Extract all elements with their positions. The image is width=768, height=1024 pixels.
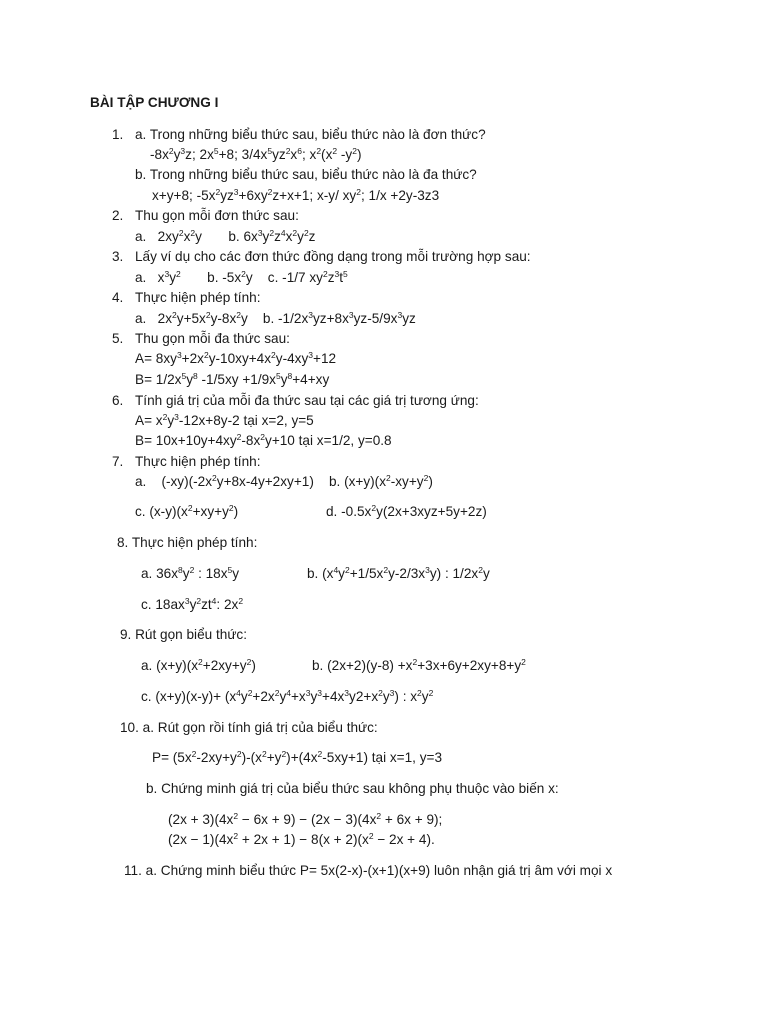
exercise-line: x+y+8; $-5x^2yz^3+6xy^2z+x+1$; x-y/ $xy^2$; 1/x +2y-3z3 (152, 187, 440, 203)
exercise-line: $B= 10x+10y+4xy^2-8x^2y+10$ tại x=1/2, y=0.8 (135, 432, 392, 448)
exercise-line: Thực hiện phép tính: (135, 454, 261, 469)
exercise-line: 9. Rút gọn biểu thức: (120, 627, 247, 642)
exercise-line: 8. Thực hiện phép tính: (117, 535, 258, 550)
exercise-line: $(2x - 1)(4x^2 + 2x + 1) - 8(x + 2)(x^2 - 2x + 4)$. (168, 831, 435, 847)
item-number-3: 3. (112, 249, 124, 264)
exercise-line: a. $2xy^2x^2y$ b. $6x^3y^2z^4x^2y^2z$ (135, 228, 316, 244)
item-number-4: 4. (112, 290, 124, 305)
item-number-2: 2. (112, 208, 124, 223)
exercise-line: a. $(-xy)(-2x^2y+8x-4y+2xy+1)$ b. $(x+y)(x^2-xy+y^2)$ (135, 473, 433, 489)
exercise-line: 10. a. Rút gọn rồi tính giá trị của biểu thức: (120, 720, 378, 735)
exercise-line: a. Trong những biểu thức sau, biểu thức nào là đơn thức? (135, 127, 486, 142)
exercise-line: $-8x^2y^3z$; $2x^5+8$; $3/4x^5yz^2x^6$; $x^2(x^2$ $-y^2$) (150, 146, 362, 162)
item-number-5: 5. (112, 331, 124, 346)
exercise-line: $(2x + 3)(4x^2 - 6x + 9) - (2x - 3)(4x^2 + 6x + 9)$; (168, 811, 443, 827)
exercise-line: Thu gọn mỗi đa thức sau: (135, 331, 290, 346)
exercise-line: b. Chứng minh giá trị của biểu thức sau không phụ thuộc vào biến x: (146, 781, 559, 796)
exercise-line: b. $(x^4y^2+1/5x^2y-2/3x^3y)$ : $1/2x^2y$ (307, 565, 490, 581)
exercise-line: c. $(x-y)(x^2+xy+y^2)$ (135, 503, 239, 519)
exercise-line: $A= x^2y^3-12x+8y-2$ tại x=2, y=5 (135, 412, 314, 428)
exercise-line: a. $(x+y)(x^2+2xy+y^2)$ (141, 657, 256, 673)
exercise-line: Lấy ví dụ cho các đơn thức đồng dạng trong mỗi trường hợp sau: (135, 249, 531, 264)
exercise-line: a. $x^3y^2$ b. $-5x^2y$ c. -1/7 $xy^2z^3t^5$ (135, 269, 348, 285)
page-title: BÀI TẬP CHƯƠNG I (90, 95, 219, 110)
exercise-line: b. Trong những biểu thức sau, biểu thức nào là đa thức? (135, 167, 477, 182)
exercise-line: $B= 1/2x^5y^8$ $-1/5xy +1/9x^5y^8+4+xy$ (135, 371, 330, 387)
item-number-1: 1. (112, 127, 124, 142)
exercise-line: $P= (5x^2-2xy+y^2)-(x^2+y^2)+(4x^2-5xy+1)$ tại x=1, y=3 (152, 749, 443, 765)
exercise-line: Thu gọn mỗi đơn thức sau: (135, 208, 299, 223)
exercise-line: b. $(2x+2)(y-8) +x^2+3x+6y+2xy+8+y^2$ (312, 657, 526, 673)
exercise-line: c. $(x+y)(x-y)+ (x^4y^2+2x^2y^4+x^3y^3+4x^3y2+x^2y^3)$ : $x^2y^2$ (141, 688, 434, 704)
exercise-line: 11. a. Chứng minh biểu thức P= 5x(2-x)-(x+1)(x+9) luôn nhận giá trị âm với mọi x (124, 863, 613, 878)
item-number-7: 7. (112, 454, 124, 469)
exercise-line: Thực hiện phép tính: (135, 290, 261, 305)
exercise-line: $A= 8xy^3+2x^2y-10xy+4x^2y-4xy^3+12$ (135, 350, 337, 366)
exercise-line: a. $2x^2y+5x^2y-8x^2y$ b. $-1/2x^3yz+8x^3yz-5/9x^3yz$ (135, 310, 416, 326)
item-number-6: 6. (112, 393, 124, 408)
exercise-line: d. $-0.5x^2y(2x+3xyz+5y+2z)$ (326, 503, 487, 519)
exercise-line: a. $36x^8y^2$ : $18x^5y$ (141, 565, 240, 581)
exercise-line: c. $18ax^3y^2zt^4$: $2x^2$ (141, 596, 244, 612)
exercise-line: Tính giá trị của mỗi đa thức sau tại các giá trị tương ứng: (135, 393, 479, 408)
